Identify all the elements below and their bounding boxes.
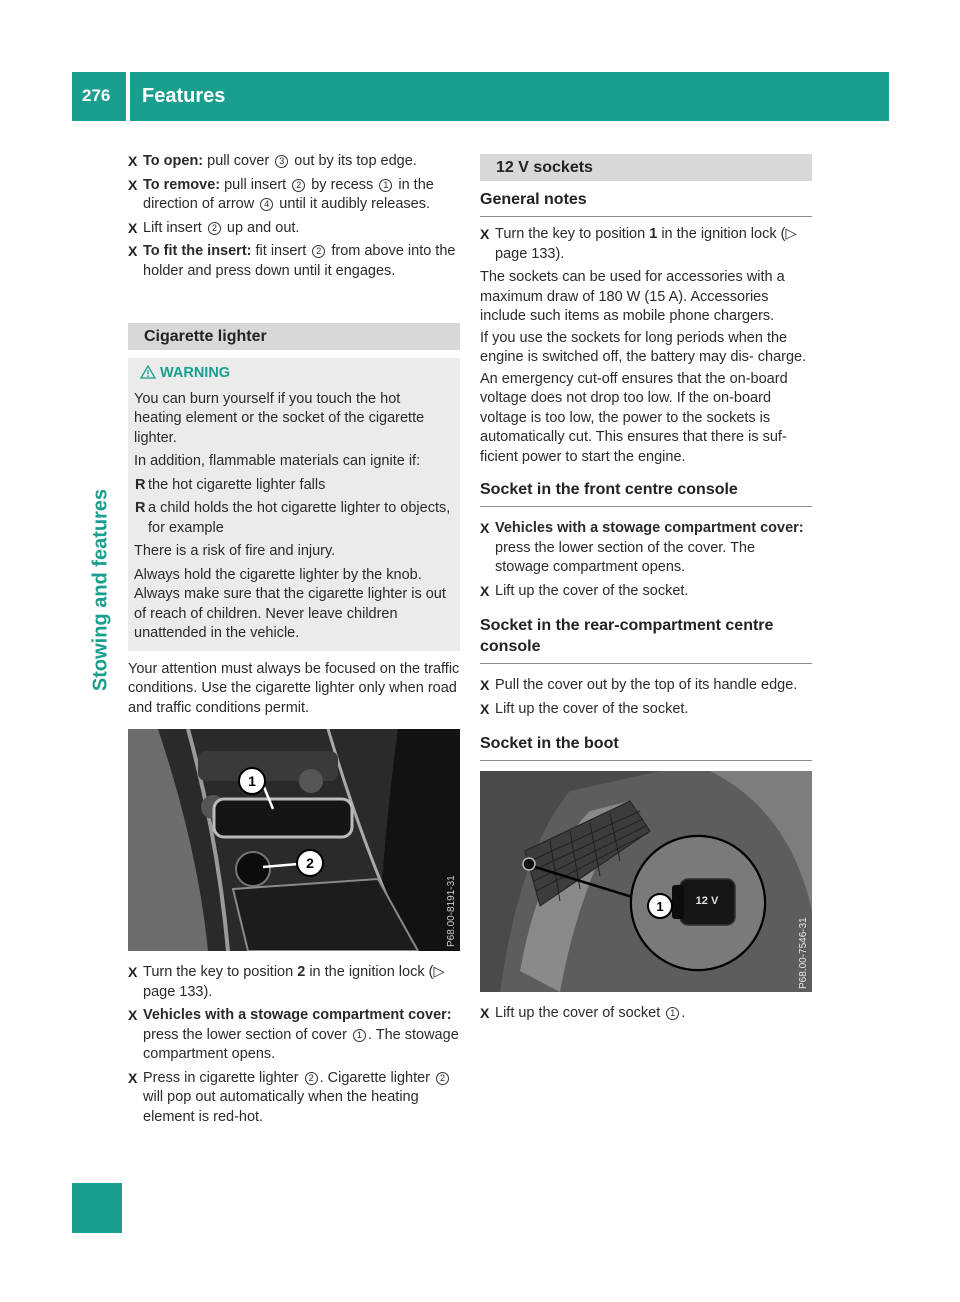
step-arrow-icon: X [128, 1069, 138, 1086]
circled-number: 1 [379, 179, 392, 192]
boot-socket-heading: Socket in the boot [480, 733, 812, 761]
console-figure [128, 729, 460, 951]
left-column [128, 152, 460, 1131]
step-arrow-icon: X [128, 243, 138, 259]
boot-callout-1: 1 [656, 899, 664, 914]
console-photo [128, 729, 460, 951]
step-arrow-icon: X [128, 176, 138, 193]
side-tab-label: Stowing and features [89, 488, 112, 692]
rear-socket-heading: Socket in the rear-compartment centre console [480, 615, 812, 664]
page-ref-icon: ▷ [785, 226, 797, 242]
step-item: X Lift up the cover of the socket. [480, 582, 689, 599]
warning-label: WARNING [160, 365, 231, 381]
step-item: X Lift up the cover of socket 1 . [480, 1005, 686, 1021]
callout-1: 1 [248, 773, 256, 789]
boot-figure [480, 771, 812, 992]
circled-number: 2 [312, 245, 325, 258]
warning-bullet: R the hot cigarette lighter falls [135, 476, 326, 493]
front-socket-heading: Socket in the front centre console [480, 479, 812, 507]
step-item: X Turn the key to position 2 in the ignition lock (▷ page 133). [128, 964, 445, 1000]
boot-photo [480, 771, 812, 992]
cigarette-lighter-heading: Cigarette lighter [128, 323, 460, 350]
circled-number: 2 [208, 222, 221, 235]
side-tab [86, 470, 116, 710]
general-text-3: An emergency cut-off ensures that the on-board voltage does not drop too low. If the on-board voltage is too low, the power to the sockets is automatically cut. This ensures that there is suf- ficient power to start the engine. [480, 370, 788, 465]
header-divider [126, 72, 130, 121]
warning-bullet: R a child holds the hot cigarette lighter to objects, for example [135, 500, 451, 536]
circled-number: 1 [353, 1029, 366, 1042]
figure-code: P68.00-8191-31 [446, 875, 457, 947]
step-arrow-icon: X [128, 153, 138, 169]
socket-label: 12 V [695, 895, 719, 907]
circled-number: 4 [260, 198, 273, 211]
circled-number: 2 [305, 1072, 318, 1085]
general-notes-heading: General notes [480, 189, 812, 217]
page-number: 276 [82, 86, 111, 105]
warning-icon [140, 365, 156, 379]
warning-text-2: In addition, flammable materials can ignite if: [134, 453, 421, 469]
step-arrow-icon: X [128, 964, 138, 980]
step-item: X To remove: pull insert 2 by recess 1 in the direction of arrow 4 until it audibly releases. [128, 176, 434, 212]
step-arrow-icon: X [128, 1007, 138, 1023]
circled-number: 2 [436, 1072, 449, 1085]
circled-number: 2 [292, 179, 305, 192]
step-item: X Vehicles with a stowage compartment cover: press the lower section of the cover. The stowage compartment opens. [480, 520, 804, 575]
step-item: X Lift insert 2 up and out. [128, 219, 460, 239]
section-title: Features [142, 85, 226, 107]
warning-text-4: Always hold the cigarette lighter by the knob. Always make sure that the cigarette lighter is out of reach of children. Never leave children unattended in the vehicle. [134, 566, 446, 641]
right-column [480, 154, 812, 1028]
page-header [72, 72, 889, 121]
step-item: X To open: pull cover 3 out by its top edge. [128, 152, 460, 172]
boot-figure-code: P68.00-7546-31 [798, 917, 809, 989]
step-arrow-icon: X [128, 219, 138, 236]
callout-2: 2 [306, 855, 314, 871]
general-text-1: The sockets can be used for accessories with a maximum draw of 180 W (15 A). Accessories include such items as mobile phone chargers. [480, 269, 785, 324]
circled-number: 3 [275, 155, 288, 168]
step-item: X Vehicles with a stowage compartment cover: press the lower section of cover 1 . The stowage compartment opens. [128, 1007, 459, 1062]
step-item: X To fit the insert: fit insert 2 from above into the holder and press down until it engages. [128, 243, 456, 279]
step-item: X Turn the key to position 1 in the ignition lock (▷ page 133). [480, 226, 797, 262]
step-item: X Pull the cover out by the top of its handle edge. [480, 677, 798, 693]
warning-text-3: There is a risk of fire and injury. [134, 543, 336, 559]
side-tab-marker [72, 1183, 122, 1233]
warning-box [128, 358, 460, 651]
warning-text-1: You can burn yourself if you touch the hot heating element or the socket of the cigarette lighter. [134, 390, 425, 446]
step-item: X Lift up the cover of the socket. [480, 700, 689, 717]
warning-heading [134, 364, 451, 384]
page-ref-icon: ▷ [433, 964, 445, 980]
step-item: X Press in cigarette lighter 2 . Cigarette lighter 2 will pop out automatically when the heating element is red-hot. [128, 1069, 460, 1128]
steps-top [128, 152, 460, 281]
general-text-2: If you use the sockets for long periods when the engine is switched off, the battery may dis- charge. [480, 329, 807, 365]
page-ref[interactable]: page 133). [495, 245, 565, 262]
attention-note: Your attention must always be focused on the traffic conditions. Use the cigarette lighter only when road and traffic conditions permit. [128, 660, 460, 716]
steps-bottom [128, 963, 460, 1127]
sockets-heading: 12 V sockets [480, 154, 812, 181]
